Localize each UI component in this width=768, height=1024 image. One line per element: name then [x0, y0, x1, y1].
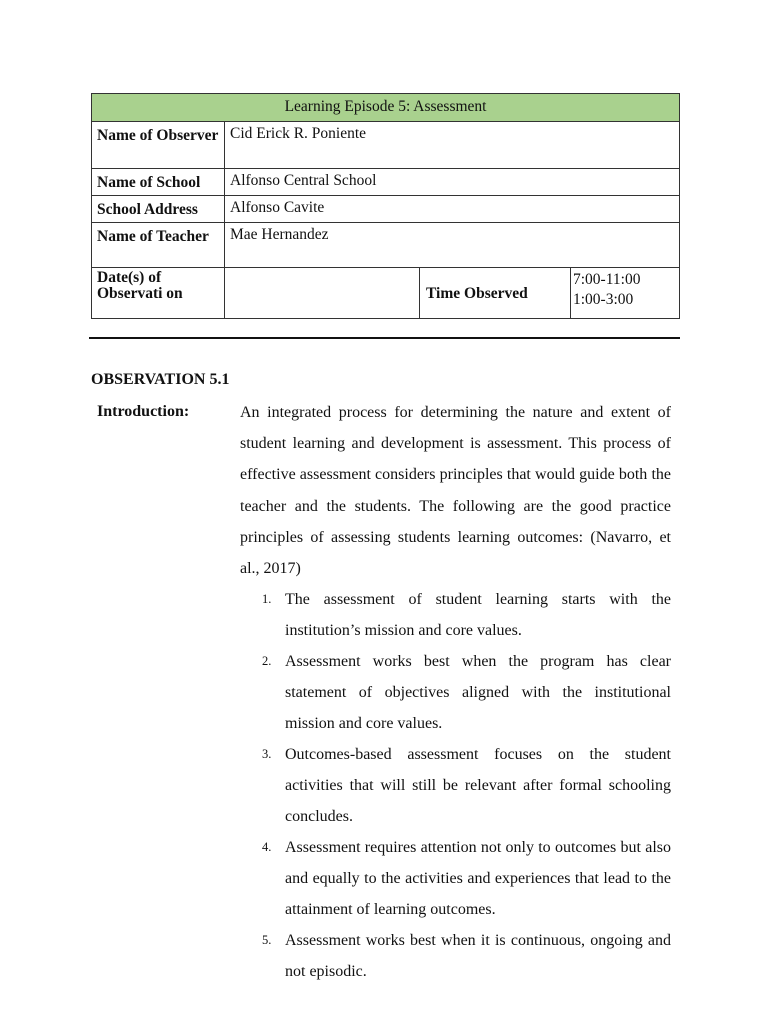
observer-label: Name of Observer	[92, 122, 225, 169]
teacher-value: Mae Hernandez	[225, 223, 680, 268]
list-number: 3.	[262, 747, 272, 761]
episode-info-table	[91, 93, 680, 319]
list-text: Assessment works best when the program has clear statement of objectives aligned with the institutional mission and core values.	[285, 653, 671, 732]
teacher-label: Name of Teacher	[92, 223, 225, 268]
table-title-row	[92, 94, 680, 122]
list-item	[258, 925, 671, 987]
section-divider	[89, 337, 680, 339]
introduction-text	[240, 397, 671, 584]
address-value: Alfonso Cavite	[225, 196, 680, 223]
principles-list	[258, 584, 671, 987]
list-number: 4.	[262, 840, 272, 854]
school-value: Alfonso Central School	[225, 169, 680, 196]
introduction-paragraph: An integrated process for determining the nature and extent of student learning and development is assessment. This process of effective assessment considers principles that would guide both the teacher and the students. The following are the good practice principles of assessing students learning outcomes: (Navarro, et al., 2017)	[240, 404, 671, 578]
observer-row	[92, 122, 680, 169]
list-item	[258, 739, 671, 832]
time-value-afternoon: 1:00-3:00	[573, 291, 634, 308]
list-number: 5.	[262, 933, 272, 947]
list-item	[258, 646, 671, 739]
list-text: The assessment of student learning starts with the institution’s mission and core values.	[285, 591, 671, 639]
date-time-row	[92, 268, 680, 319]
time-value-morning: 7:00-11:00	[573, 271, 641, 288]
address-row	[92, 196, 680, 223]
list-text: Assessment works best when it is continuous, ongoing and not episodic.	[285, 932, 671, 980]
introduction-label: Introduction:	[97, 403, 190, 420]
list-text: Outcomes-based assessment focuses on the student activities that will still be relevant after formal schooling concludes.	[285, 746, 671, 825]
date-label: Date(s) of Observati on	[92, 268, 225, 319]
list-item	[258, 832, 671, 925]
table-title: Learning Episode 5: Assessment	[92, 94, 680, 122]
observation-title: OBSERVATION 5.1	[91, 371, 230, 388]
school-label: Name of School	[92, 169, 225, 196]
list-item	[258, 584, 671, 646]
list-number: 1.	[262, 592, 272, 606]
observer-value: Cid Erick R. Poniente	[225, 122, 680, 169]
time-label: Time Observed	[420, 268, 571, 319]
address-label: School Address	[92, 196, 225, 223]
time-value	[571, 268, 680, 319]
list-number: 2.	[262, 654, 272, 668]
list-text: Assessment requires attention not only to outcomes but also and equally to the activities and experiences that lead to the attainment of learning outcomes.	[285, 839, 671, 918]
teacher-row	[92, 223, 680, 268]
date-value	[225, 268, 420, 319]
school-row	[92, 169, 680, 196]
